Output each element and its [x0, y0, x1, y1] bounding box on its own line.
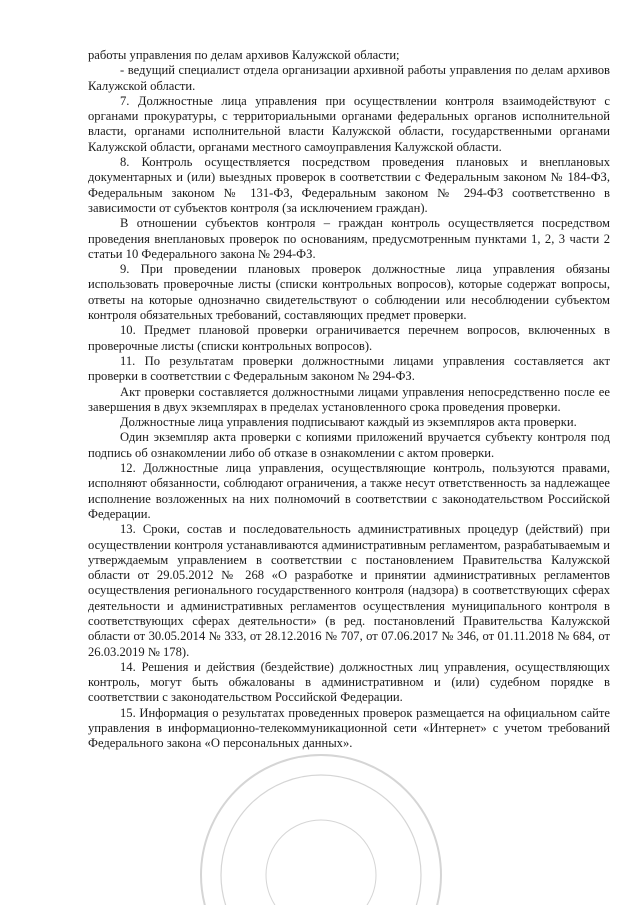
paragraph-13: 13. Сроки, состав и последовательность административных процедур (действий) при осуществлении контроля устанавливаются административным регламентом, разрабатываемым и утверждаемым управлением в соответствии с постановлением Правительства Калужской области от 29.05.2012 № 268 «О разработке и принятии административных регламентов осуществления регионального государственного контроля (надзора) в соответствующих сферах деятельности и административных регламентов осуществления муниципального контроля в соответствующих сферах деятельности» (в ред. постановлений Правительства Калужской области от 30.05.2014 № 333, от 28.12.2016 № 707, от 07.06.2017 № 346, от 01.11.2018 № 684, от 26.03.2019 № 178). [88, 522, 610, 659]
seal-inner-ring [221, 775, 421, 905]
document-page [88, 48, 610, 752]
paragraph-7: 7. Должностные лица управления при осуществлении контроля взаимодействуют с органами прокуратуры, с территориальными органами федеральных органов исполнительной власти, органами исполнительной власти Калужской области, государственными органами Калужской области, органами местного самоуправления Калужской области. [88, 93, 610, 154]
paragraph-14: 14. Решения и действия (бездействие) должностных лиц управления, осуществляющих контроль, могут быть обжалованы в административном и (или) судебном порядке в соответствии с законодательством Российской Федерации. [88, 659, 610, 705]
paragraph-list-item: - ведущий специалист отдела организации архивной работы управления по делам архивов Калужской области. [88, 63, 610, 93]
seal-center-ring [266, 820, 376, 905]
paragraph-8-citizens: В отношении субъектов контроля – граждан контроль осуществляется посредством проведения внеплановых проверок по основаниям, предусмотренным пунктами 1, 2, 3 части 2 статьи 10 Федерального закона № 294-ФЗ. [88, 216, 610, 261]
seal-outer-ring [201, 755, 441, 905]
paragraph-15: 15. Информация о результатах проведенных проверок размещается на официальном сайте управления в информационно-телекоммуникационной сети «Интернет» с учетом требований Федерального закона «О персональных данных». [88, 705, 610, 751]
paragraph-continuation: работы управления по делам архивов Калужской области; [88, 48, 400, 62]
paragraph-11-sign: Должностные лица управления подписывают каждый из экземпляров акта проверки. [120, 415, 577, 430]
paragraph-12: 12. Должностные лица управления, осуществляющие контроль, пользуются правами, исполняют обязанности, соблюдают ограничения, а также несут ответственность за надлежащее исполнение возложенных на них полномочий в соответствии с законодательством Российской Федерации. [88, 461, 610, 521]
paragraph-11: 11. По результатам проверки должностными лицами управления составляется акт проверки в соответствии с Федеральным законом № 294-ФЗ. [88, 353, 610, 384]
paragraph-11-copy: Один экземпляр акта проверки с копиями приложений вручается субъекту контроля под подпись об ознакомлении либо об отказе в ознакомлении с актом проверки. [88, 430, 610, 460]
paragraph-9: 9. При проведении плановых проверок должностные лица управления обязаны использовать проверочные листы (списки контрольных вопросов), которые содержат вопросы, ответы на которые однозначно свидетельствуют о соблюдении или несоблюдении субъектом контроля обязательных требований, составляющих предмет проверки. [88, 262, 610, 323]
official-seal-stamp [196, 735, 446, 905]
seal-rings [201, 755, 441, 905]
paragraph-11-act: Акт проверки составляется должностными лицами управления непосредственно после ее завершения в двух экземплярах в пределах установленного срока проведения проверки. [88, 384, 610, 414]
paragraph-10: 10. Предмет плановой проверки ограничивается перечнем вопросов, включенных в проверочные листы (списки контрольных вопросов). [88, 323, 610, 353]
paragraph-8: 8. Контроль осуществляется посредством проведения плановых и внеплановых документарных и (или) выездных проверок в соответствии с Федеральным законом № 184-ФЗ, Федеральным законом № 131-ФЗ, Федеральным законом № 294-ФЗ соответственно в зависимости от субъектов контроля (за исключением граждан). [88, 155, 610, 215]
